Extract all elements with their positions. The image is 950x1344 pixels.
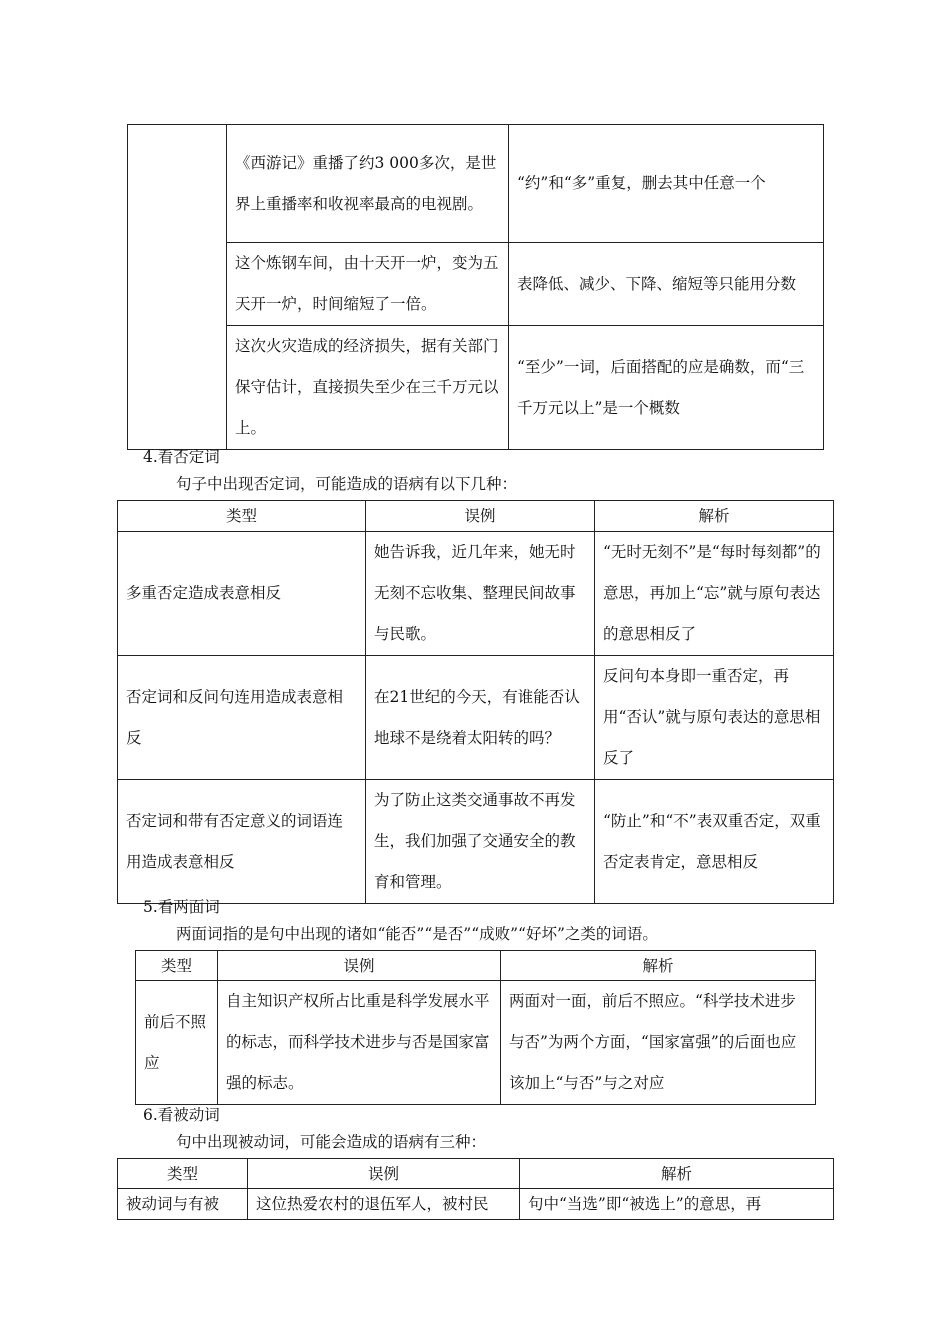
table-row [118, 780, 834, 904]
analysis-cell: 反问句本身即一重否定，再用“否认”就与原句表达的意思相反了 [595, 656, 834, 780]
example-cell: 在21世纪的今天，有谁能否认地球不是绕着太阳转的吗？ [366, 656, 595, 780]
example-cell: 为了防止这类交通事故不再发生，我们加强了交通安全的教育和管理。 [366, 780, 595, 904]
column-header: 类型 [118, 501, 366, 532]
example-cell: 这次火灾造成的经济损失，据有关部门保守估计，直接损失至少在三千万元以上。 [227, 326, 509, 450]
section-heading: 6.看被动词 [143, 1106, 220, 1124]
analysis-cell: “至少”一词，后面搭配的应是确数，而“三千万元以上”是一个概数 [509, 326, 824, 450]
section-heading: 5.看两面词 [143, 898, 220, 916]
table-header-row [136, 951, 816, 981]
section-intro: 两面词指的是句中出现的诸如“能否”“是否”“成败”“好坏”之类的词语。 [176, 925, 658, 943]
type-cell: 多重否定造成表意相反 [118, 532, 366, 656]
table-row [118, 656, 834, 780]
analysis-cell: “约”和“多”重复，删去其中任意一个 [509, 125, 824, 243]
column-header: 误例 [218, 951, 501, 981]
analysis-cell: 表降低、减少、下降、缩短等只能用分数 [509, 243, 824, 326]
section3-table [127, 124, 824, 450]
type-cell: 否定词和带有否定意义的词语连用造成表意相反 [118, 780, 366, 904]
table-row [128, 326, 824, 450]
column-header: 类型 [136, 951, 218, 981]
type-cell: 否定词和反问句连用造成表意相反 [118, 656, 366, 780]
two-sided-table [135, 950, 816, 1105]
table-row [128, 125, 824, 243]
table-row [128, 243, 824, 326]
column-header: 解析 [595, 501, 834, 532]
analysis-cell: “无时无刻不”是“每时每刻都”的意思，再加上“忘”就与原句表达的意思相反了 [595, 532, 834, 656]
type-cell [128, 125, 227, 450]
column-header: 类型 [118, 1159, 248, 1189]
analysis-cell: 两面对一面，前后不照应。“科学技术进步与否”为两个方面，“国家富强”的后面也应该加上“与否”与之对应 [501, 981, 816, 1105]
table-row [136, 981, 816, 1105]
column-header: 误例 [248, 1159, 520, 1189]
table-row [118, 1189, 834, 1220]
section-intro: 句子中出现否定词，可能造成的语病有以下几种： [176, 475, 518, 493]
column-header: 解析 [501, 951, 816, 981]
column-header: 解析 [520, 1159, 834, 1189]
table-header-row [118, 1159, 834, 1189]
column-header: 误例 [366, 501, 595, 532]
analysis-cell: “防止”和“不”表双重否定，双重否定表肯定，意思相反 [595, 780, 834, 904]
passive-table [117, 1158, 834, 1220]
example-cell: 这位热爱农村的退伍军人，被村民 [248, 1189, 520, 1220]
example-cell: 她告诉我，近几年来，她无时无刻不忘收集、整理民间故事与民歌。 [366, 532, 595, 656]
table-row [118, 532, 834, 656]
type-cell: 被动词与有被 [118, 1189, 248, 1220]
section-intro: 句中出现被动词，可能会造成的语病有三种： [176, 1133, 487, 1151]
type-cell: 前后不照应 [136, 981, 218, 1105]
analysis-cell: 句中“当选”即“被选上”的意思，再 [520, 1189, 834, 1220]
negation-table [117, 500, 834, 904]
section-heading: 4.看否定词 [143, 448, 220, 466]
example-cell: 这个炼钢车间，由十天开一炉，变为五天开一炉，时间缩短了一倍。 [227, 243, 509, 326]
example-cell: 《西游记》重播了约3 000多次，是世界上重播率和收视率最高的电视剧。 [227, 125, 509, 243]
table-header-row [118, 501, 834, 532]
example-cell: 自主知识产权所占比重是科学发展水平的标志，而科学技术进步与否是国家富强的标志。 [218, 981, 501, 1105]
